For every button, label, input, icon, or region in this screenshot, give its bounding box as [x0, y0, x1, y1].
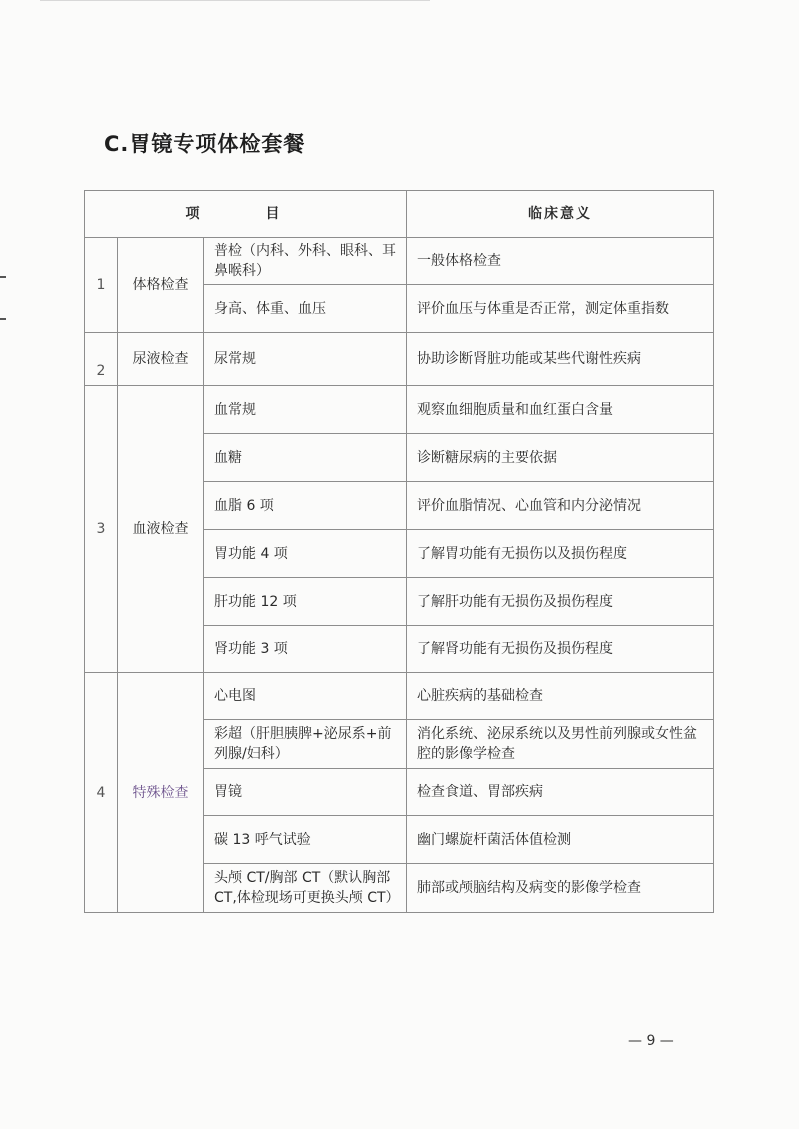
item-cell: 血脂 6 项	[204, 482, 407, 530]
table-row	[85, 333, 714, 386]
table-header-row	[85, 191, 714, 238]
exam-package-table	[84, 190, 714, 913]
meaning-cell: 了解胃功能有无损伤以及损伤程度	[407, 530, 714, 578]
meaning-cell: 一般体格检查	[407, 238, 714, 285]
header-meaning: 临床意义	[407, 191, 714, 238]
group-category: 尿液检查	[118, 333, 204, 386]
group-number: 4	[85, 673, 118, 913]
meaning-cell: 了解肾功能有无损伤及损伤程度	[407, 626, 714, 673]
meaning-cell: 幽门螺旋杆菌活体值检测	[407, 816, 714, 864]
scan-edge-line	[40, 0, 430, 1]
item-cell: 胃功能 4 项	[204, 530, 407, 578]
group-number: 1	[85, 238, 118, 333]
meaning-cell: 协助诊断肾脏功能或某些代谢性疾病	[407, 333, 714, 386]
item-cell: 普检（内科、外科、眼科、耳鼻喉科）	[204, 238, 407, 285]
meaning-cell: 评价血压与体重是否正常，测定体重指数	[407, 285, 714, 333]
meaning-cell: 检查食道、胃部疾病	[407, 769, 714, 816]
page-number: — 9 —	[628, 1033, 674, 1049]
group-category: 体格检查	[118, 238, 204, 333]
table-row	[85, 238, 714, 285]
group-number: 2	[85, 333, 118, 386]
scan-edge-mark	[0, 276, 6, 278]
item-cell: 彩超（肝胆胰脾+泌尿系+前列腺/妇科）	[204, 720, 407, 769]
item-cell: 肾功能 3 项	[204, 626, 407, 673]
item-cell: 胃镜	[204, 769, 407, 816]
group-number: 3	[85, 386, 118, 673]
meaning-cell: 心脏疾病的基础检查	[407, 673, 714, 720]
item-cell: 头颅 CT/胸部 CT（默认胸部 CT,体检现场可更换头颅 CT）	[204, 864, 407, 913]
page-title: C.胃镜专项体检套餐	[104, 132, 306, 156]
meaning-cell: 观察血细胞质量和血红蛋白含量	[407, 386, 714, 434]
meaning-cell: 诊断糖尿病的主要依据	[407, 434, 714, 482]
group-category: 血液检查	[118, 386, 204, 673]
item-cell: 心电图	[204, 673, 407, 720]
item-cell: 尿常规	[204, 333, 407, 386]
scan-edge-mark	[0, 318, 6, 320]
header-item: 项 目	[85, 191, 407, 238]
meaning-cell: 评价血脂情况、心血管和内分泌情况	[407, 482, 714, 530]
item-cell: 碳 13 呼气试验	[204, 816, 407, 864]
item-cell: 血常规	[204, 386, 407, 434]
group-category: 特殊检查	[118, 673, 204, 913]
meaning-cell: 肺部或颅脑结构及病变的影像学检查	[407, 864, 714, 913]
item-cell: 血糖	[204, 434, 407, 482]
meaning-cell: 了解肝功能有无损伤及损伤程度	[407, 578, 714, 626]
item-cell: 肝功能 12 项	[204, 578, 407, 626]
table-row	[85, 386, 714, 434]
item-cell: 身高、体重、血压	[204, 285, 407, 333]
meaning-cell: 消化系统、泌尿系统以及男性前列腺或女性盆腔的影像学检查	[407, 720, 714, 769]
table-row	[85, 673, 714, 720]
